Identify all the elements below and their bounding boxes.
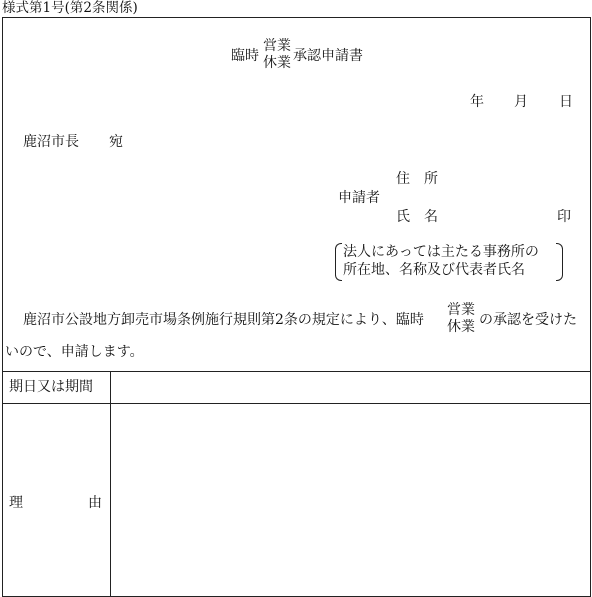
body-text-before: 鹿沼市公設地方卸売市場条例施行規則第2条の規定により、臨時 [23, 312, 424, 328]
reason-label-char2: 由 [88, 495, 102, 511]
body-text-after: の承認を受けた [479, 312, 577, 328]
seal-mark: 印 [557, 209, 571, 225]
addressee-name: 鹿沼市長 [23, 134, 79, 150]
title-stack-bottom: 休業 [263, 55, 291, 71]
application-form [2, 17, 591, 597]
body-stack-bottom: 休業 [447, 319, 475, 335]
form-number: 様式第1号(第2条関係) [2, 0, 138, 16]
period-label: 期日又は期間 [9, 379, 93, 395]
body-stack-top: 営業 [447, 302, 475, 318]
corporate-note-line2: 所在地、名称及び代表者氏名 [343, 262, 525, 278]
corporate-note-line1: 法人にあっては主たる事務所の [343, 244, 539, 260]
note-bracket-right [556, 243, 563, 281]
reason-field[interactable] [111, 404, 590, 596]
period-field[interactable] [111, 372, 590, 403]
title-stack-top: 営業 [263, 38, 291, 54]
title-prefix: 臨時 [231, 48, 259, 64]
name-label: 氏 名 [396, 209, 438, 225]
title-suffix: 承認申請書 [293, 48, 363, 64]
note-bracket-left [335, 243, 342, 281]
address-label: 住 所 [396, 171, 438, 187]
body-line2: いので、申請します。 [5, 344, 144, 360]
date-month: 月 [514, 94, 528, 110]
reason-label-char1: 理 [9, 495, 23, 511]
body-stack [447, 302, 475, 336]
applicant-label: 申請者 [338, 190, 380, 206]
date-year: 年 [470, 94, 484, 110]
title-stack [263, 38, 291, 72]
date-day: 日 [559, 94, 573, 110]
addressee-honorific: 宛 [109, 134, 123, 150]
